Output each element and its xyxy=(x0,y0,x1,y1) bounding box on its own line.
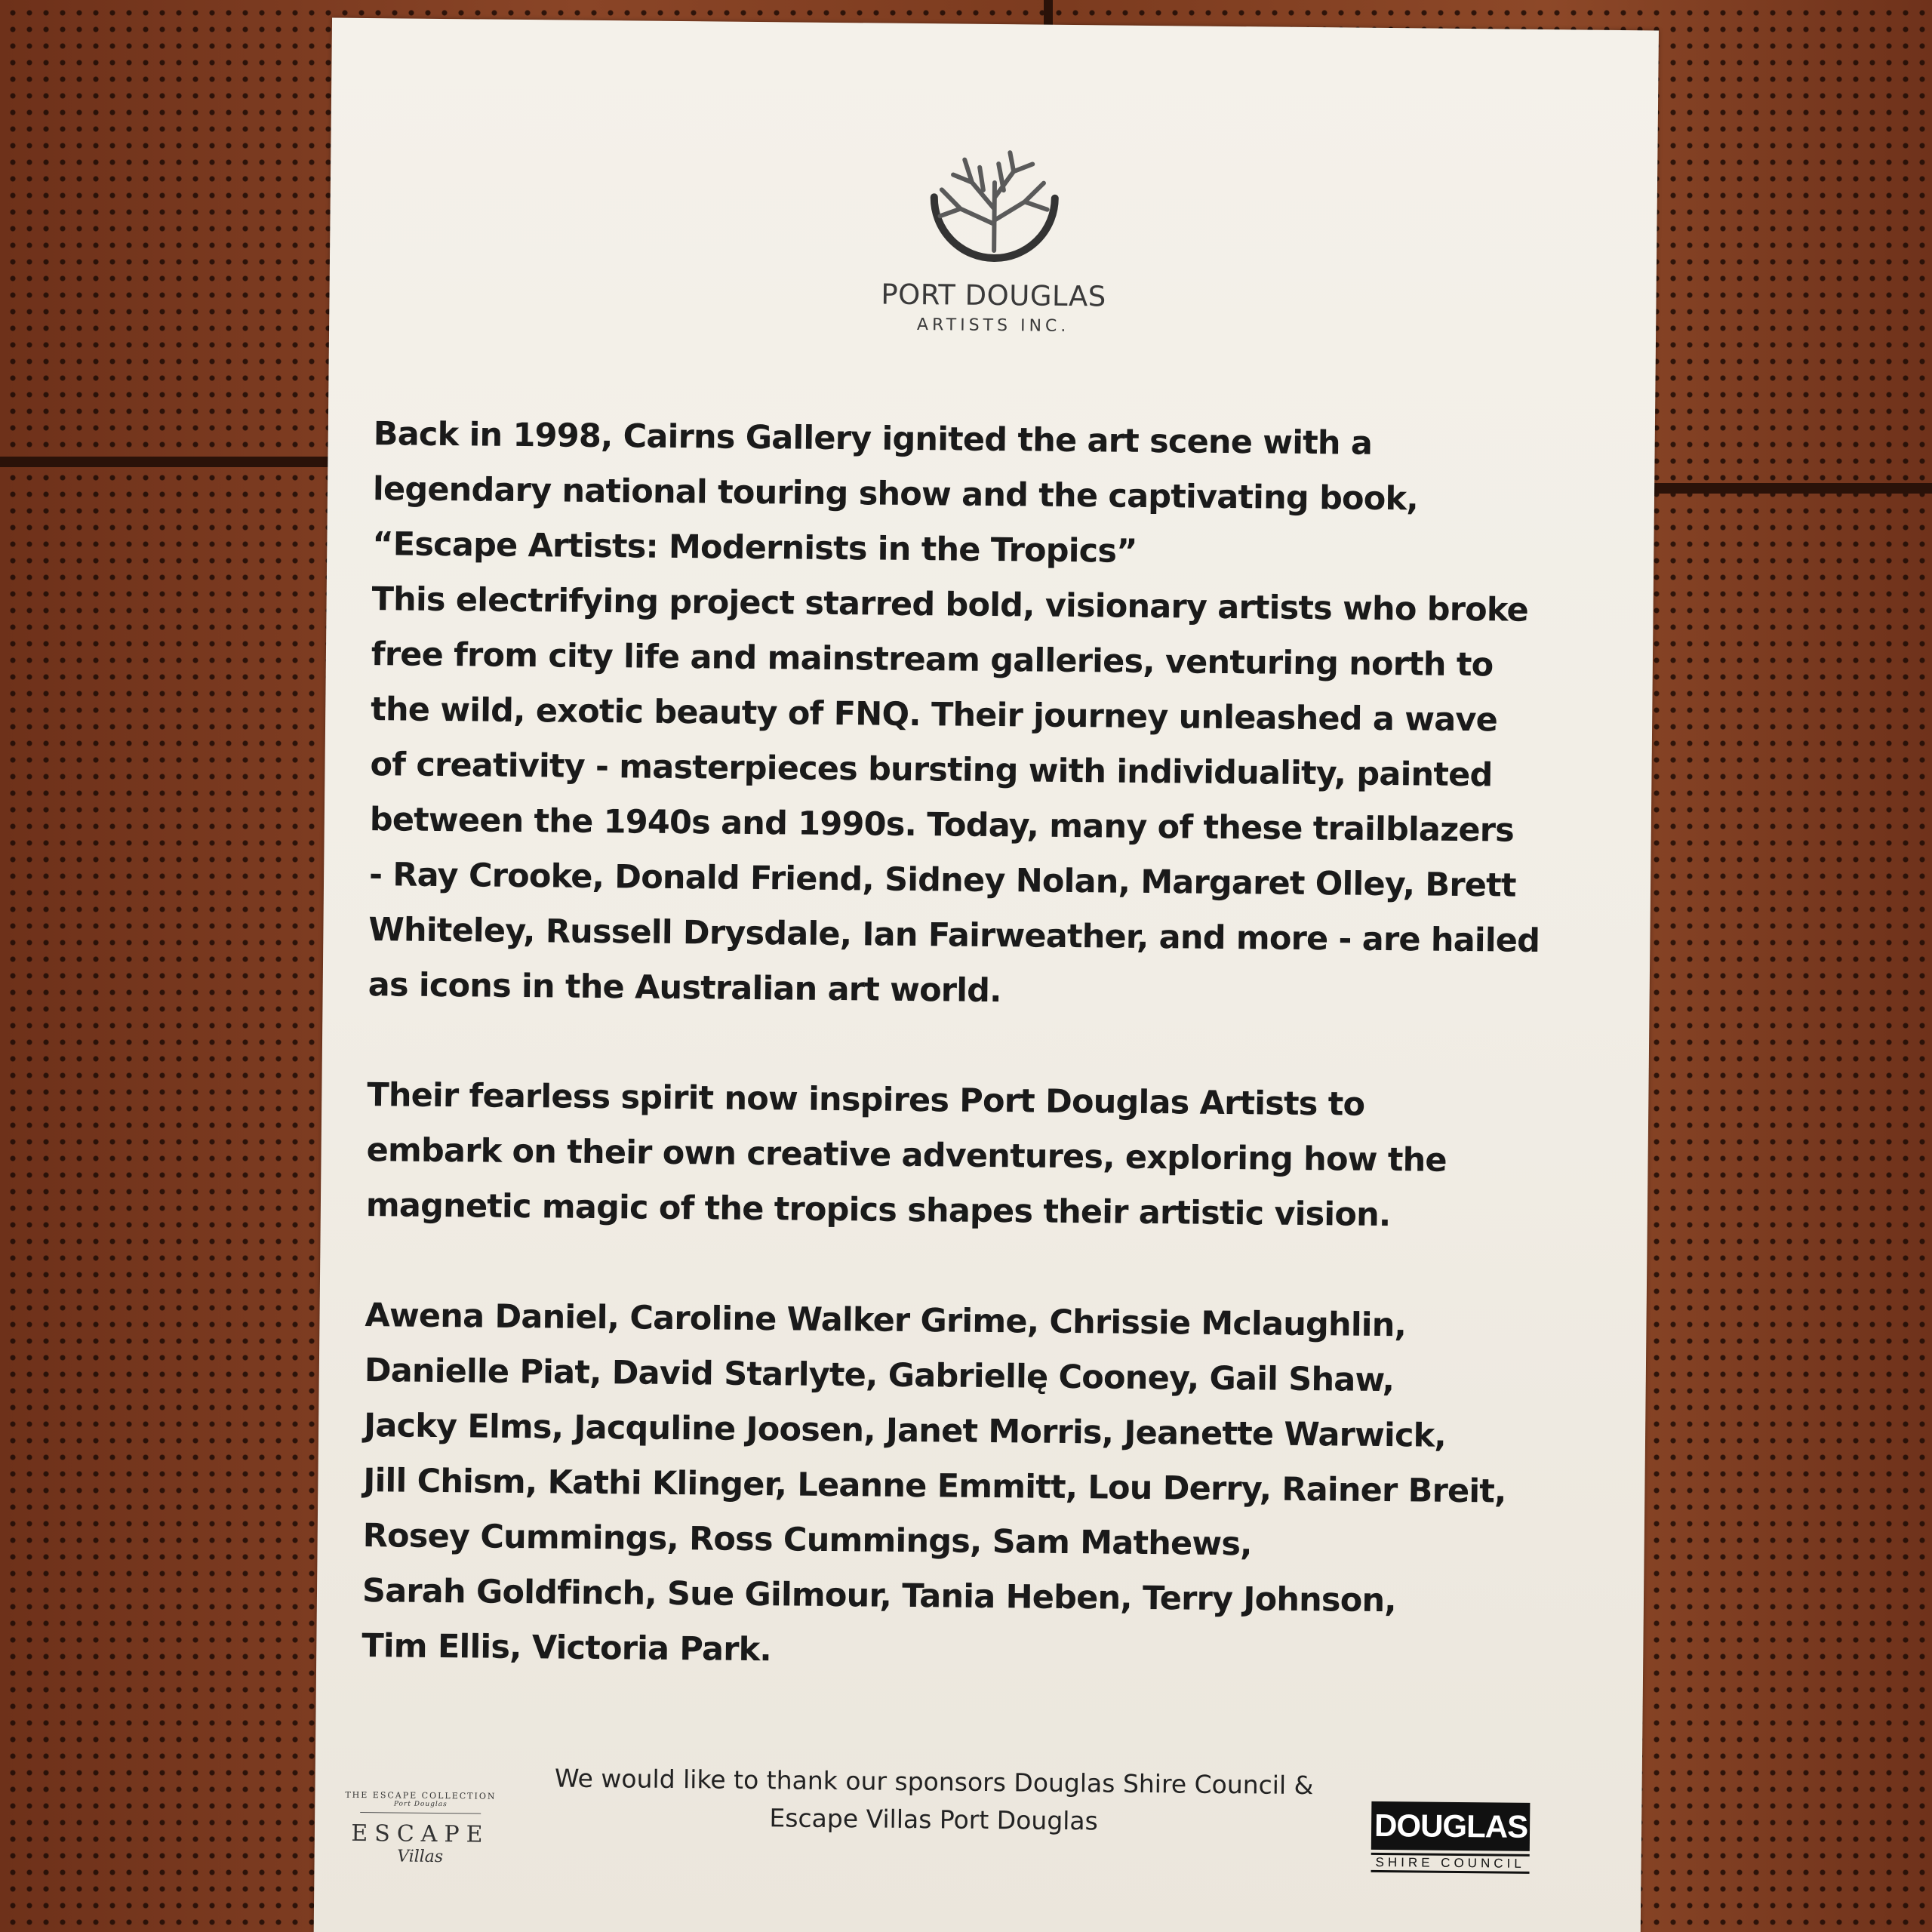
artist-list-line: Awena Daniel, Caroline Walker Grime, Chrissie Mclaughlin, xyxy=(365,1297,1407,1345)
sponsor-thanks-line: Escape Villas Port Douglas xyxy=(769,1803,1099,1836)
port-douglas-artists-logo xyxy=(872,136,1116,336)
escape-logo-villas: Villas xyxy=(397,1847,444,1867)
douglas-shire-council-logo xyxy=(1371,1801,1531,1874)
body-line: Back in 1998, Cairns Gallery ignited the art scene with a xyxy=(373,415,1373,463)
escape-logo-sub: Port Douglas xyxy=(393,1800,448,1809)
body-line: magnetic magic of the tropics shapes their artistic vision. xyxy=(365,1186,1391,1235)
body-line: free from city life and mainstream galleries, venturing north to xyxy=(371,635,1494,685)
body-line: Whiteley, Russell Drysdale, Ian Fairweather, and more - are hailed xyxy=(368,911,1540,960)
artist-list-line: Jill Chism, Kathi Klinger, Leanne Emmitt, Lou Derry, Rainer Breit, xyxy=(363,1462,1506,1511)
artist-list-line: Danielle Piat, David Starlyte, Gabriellę Cooney, Gail Shaw, xyxy=(364,1352,1395,1400)
artist-list-line: Jacky Elms, Jacquline Joosen, Janet Morris, Jeanette Warwick, xyxy=(363,1407,1447,1455)
sponsor-thanks xyxy=(466,1758,1402,1843)
escape-logo-word: ESCAPE xyxy=(351,1820,490,1848)
body-line: of creativity - masterpieces bursting with individuality, painted xyxy=(370,746,1493,795)
body-line: Their fearless spirit now inspires Port Douglas Artists to xyxy=(367,1076,1365,1124)
escape-logo-top: THE ESCAPE COLLECTION xyxy=(345,1789,497,1801)
sponsor-thanks-line: We would like to thank our sponsors Douglas Shire Council & xyxy=(554,1763,1314,1801)
body-line: embark on their own creative adventures, exploring how the xyxy=(366,1131,1447,1180)
body-line: between the 1940s and 1990s. Today, many of these trailblazers xyxy=(369,801,1515,850)
wall-panel-seam xyxy=(1645,483,1932,494)
artist-list-line: Rosey Cummings, Ross Cummings, Sam Mathews, xyxy=(362,1517,1252,1564)
body-line: the wild, exotic beauty of FNQ. Their journey unleashed a wave xyxy=(371,691,1498,740)
body-line: as icons in the Australian art world. xyxy=(368,966,1001,1011)
org-name: PORT DOUGLAS xyxy=(881,278,1106,313)
poster-body-text xyxy=(361,407,1611,1686)
body-line: “Escape Artists: Modernists in the Tropics” xyxy=(372,525,1137,571)
escape-logo-rule xyxy=(360,1812,481,1814)
body-line: legendary national touring show and the captivating book, xyxy=(372,470,1419,518)
exhibition-poster xyxy=(313,18,1658,1932)
wall-panel-seam xyxy=(0,457,355,467)
douglas-logo-word: DOUGLAS xyxy=(1371,1801,1531,1851)
artist-list-line: Sarah Goldfinch, Sue Gilmour, Tania Heben, Terry Johnson, xyxy=(361,1572,1397,1620)
artist-list-line: Tim Ellis, Victoria Park. xyxy=(361,1627,772,1669)
body-line: This electrifying project starred bold, visionary artists who broke xyxy=(371,580,1529,629)
body-line: - Ray Crooke, Donald Friend, Sidney Nolan, Margaret Olley, Brett xyxy=(368,856,1516,905)
org-subtitle: ARTISTS INC. xyxy=(916,315,1070,336)
coral-emblem-icon xyxy=(918,137,1071,266)
douglas-logo-sub: SHIRE COUNCIL xyxy=(1371,1853,1530,1874)
